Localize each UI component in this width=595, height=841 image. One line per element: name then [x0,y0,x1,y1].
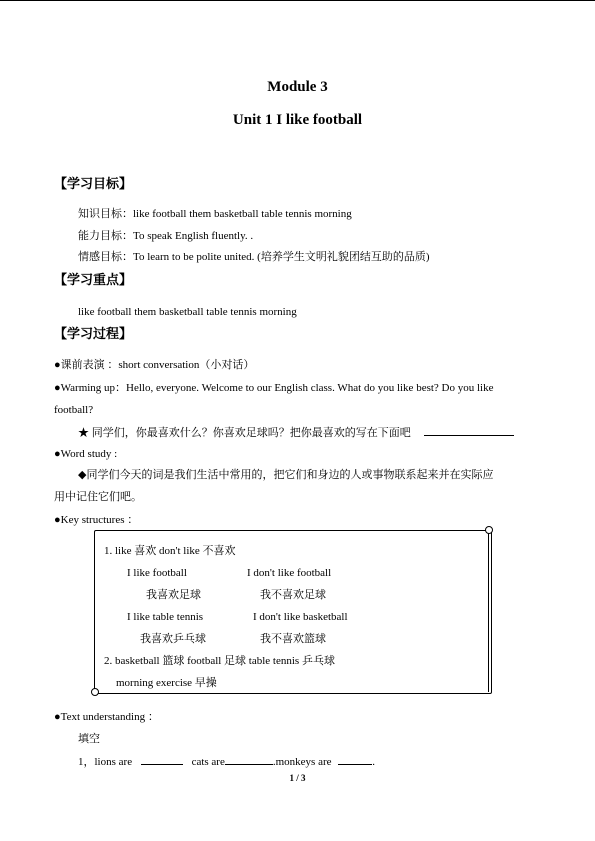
q1-monkeys: .monkeys are [272,756,332,768]
structure-like-table-tennis: I like table tennis [127,611,204,623]
structure-like-football-cn: 我喜欢足球 [146,589,201,601]
unit-title: Unit 1 I like football [232,112,363,128]
structure-dont-like-basketball: I don't like basketball [253,611,348,623]
favorite-blank[interactable] [424,425,514,436]
warming-line-1: ●Warming up：Hello, everyone. Welcome to our English class. What do you like best? Do you like [54,382,494,394]
scroll-edge [488,532,492,692]
q1-end: . [372,756,376,768]
page-number: 1 / 3 [289,773,306,783]
fill-label: 填空 [78,733,100,745]
key-structures-label: ●Key structures ： [54,514,139,526]
goal-knowledge: 知识目标：like football them basketball table tennis morning [78,208,352,220]
structure-dont-like-football: I don't like football [247,567,332,579]
structure-row-vocab: 2. basketball 篮球 football 足球 table tennis 乒乓球 [104,655,335,667]
star-prompt [78,425,514,440]
process-heading: 【学习过程】 [54,327,133,342]
word-study-label: ●Word study : [54,448,118,460]
q1-cats: cats are [191,756,225,768]
structure-dont-like-football-cn: 我不喜欢足球 [260,589,326,601]
structure-like-football: I like football [127,567,187,579]
key-points-heading: 【学习重点】 [54,273,133,288]
preview-line: ●课前表演 ：short conversation（小对话） [54,359,255,371]
word-study-line-2: 用中记住它们吧。 [54,491,142,503]
goals-heading: 【学习目标】 [54,177,133,192]
key-points-text: like football them basketball table tennis morning [78,306,297,318]
top-rule [0,0,595,1]
scroll-curl-bottom-icon [91,688,99,696]
cats-blank[interactable] [225,754,273,765]
monkeys-blank[interactable] [338,754,372,765]
star-prompt-text: ★ 同学们，你最喜欢什么？你喜欢足球吗？把你最喜欢的写在下面吧 [78,427,411,439]
module-title: Module 3 [267,79,328,95]
q1-lions: 1，lions are [78,756,133,768]
structure-like-table-tennis-cn: 我喜欢乒乓球 [140,633,206,645]
text-understanding-label: ●Text understanding ： [54,711,159,723]
structure-row-1: 1. like 喜欢 don't like 不喜欢 [104,545,236,557]
fill-question-1 [78,754,375,769]
warming-line-2: football? [54,404,94,416]
word-study-line-1: ◆同学们今天的词是我们生活中常用的，把它们和身边的人或事物联系起来并在实际应 [78,469,494,481]
structure-dont-like-basketball-cn: 我不喜欢篮球 [260,633,326,645]
goal-emotion: 情感目标：To learn to be polite united. (培养学生文明礼貌团结互助的品质) [78,251,430,263]
lions-blank[interactable] [141,754,183,765]
goal-ability: 能力目标：To speak English fluently. . [78,230,254,242]
scroll-curl-top-icon [485,526,493,534]
structure-row-morning: morning exercise 早操 [116,677,217,689]
